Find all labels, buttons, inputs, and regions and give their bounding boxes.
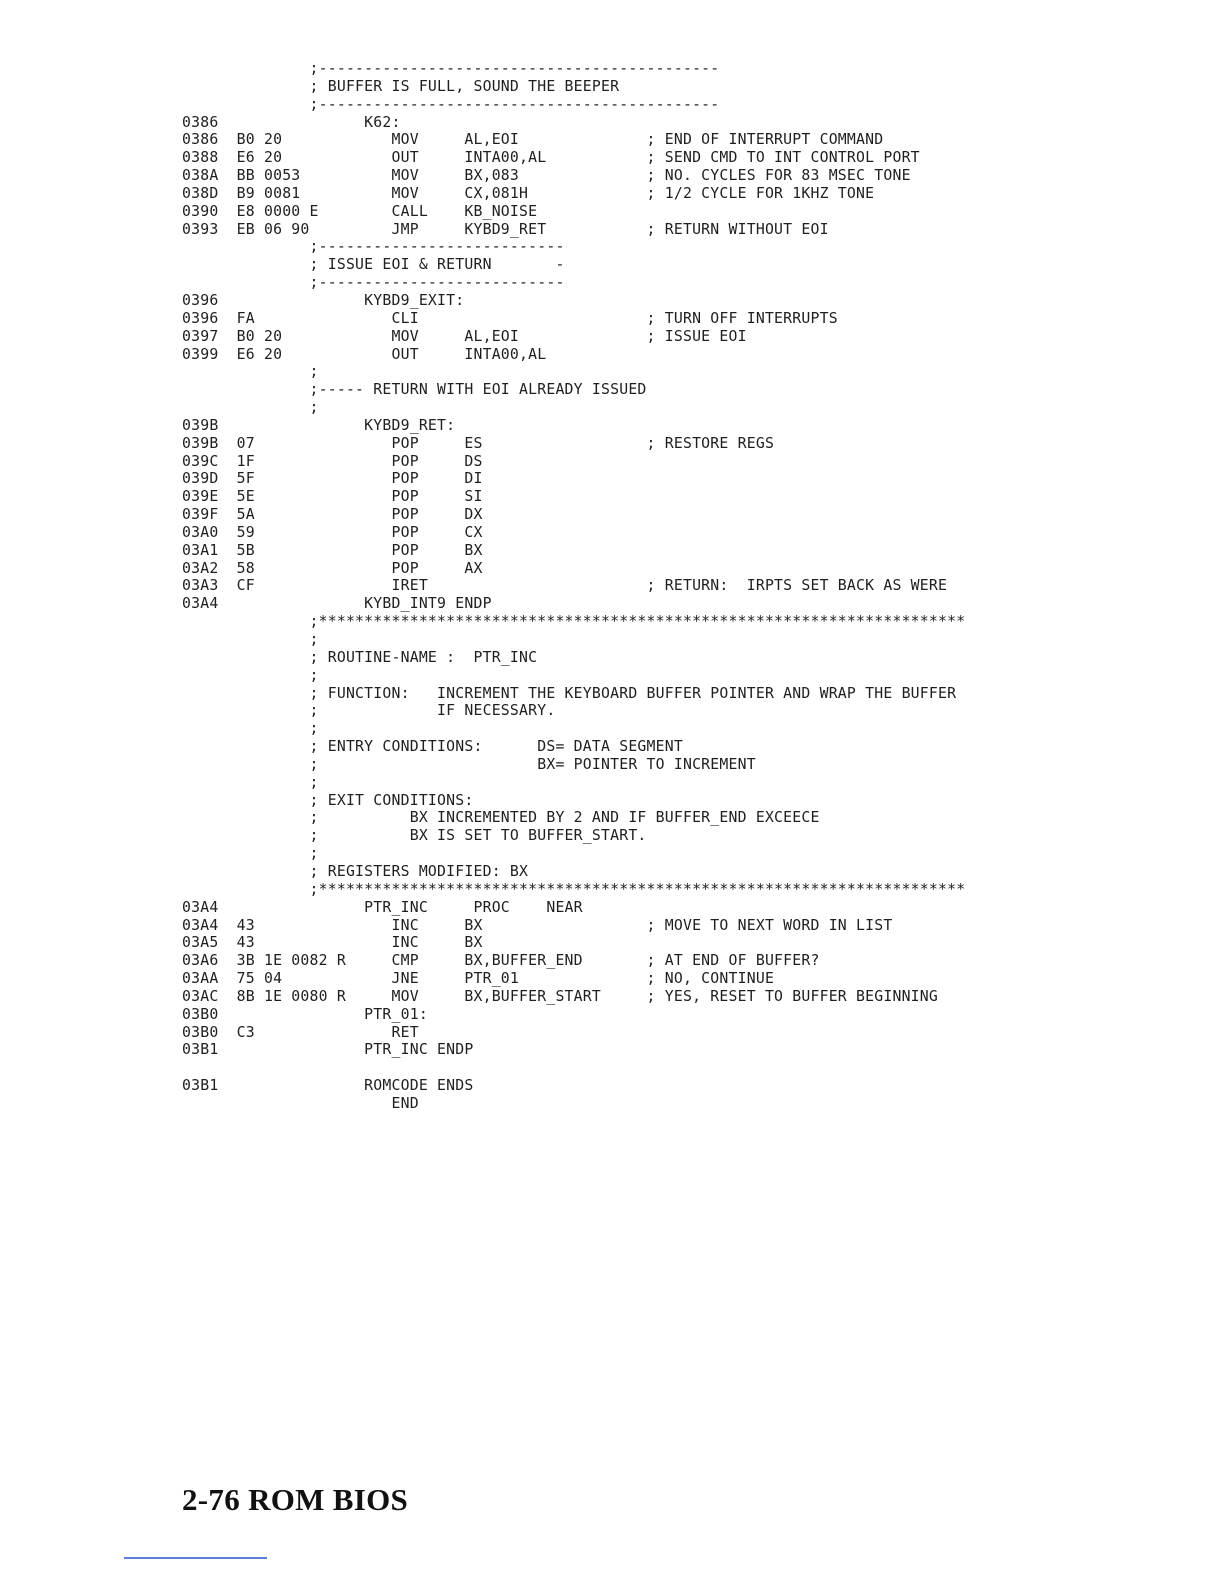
listing-line: ;--------------------------- — [182, 274, 565, 292]
footer-rule — [124, 1557, 267, 1559]
listing-line: ; — [182, 720, 319, 738]
listing-line: 03A1 5B POP BX — [182, 541, 483, 559]
listing-line: 03A0 59 POP CX — [182, 523, 483, 541]
listing-line: 03B0 C3 RET — [182, 1023, 419, 1041]
listing-line: 03A4 KYBD_INT9 ENDP — [182, 595, 492, 613]
listing-line: ;*********************************************************************** — [182, 613, 966, 631]
listing-line: ; — [182, 399, 319, 417]
listing-line: ;-------------------------------------------- — [182, 60, 720, 77]
listing-line: ; BX= POINTER TO INCREMENT — [182, 755, 756, 773]
listing-line: 039B 07 POP ES ; RESTORE REGS — [182, 434, 775, 452]
listing-line: ; — [182, 773, 319, 791]
listing-line: 0397 B0 20 MOV AL,EOI ; ISSUE EOI — [182, 327, 747, 345]
listing-line: ; ENTRY CONDITIONS: DS= DATA SEGMENT — [182, 738, 683, 756]
listing-line: ; FUNCTION: INCREMENT THE KEYBOARD BUFFER POINTER AND WRAP THE BUFFER — [182, 684, 957, 702]
listing-line: ;--------------------------- — [182, 238, 565, 256]
listing-line: 039D 5F POP DI — [182, 470, 483, 488]
listing-line: 03A4 PTR_INC PROC NEAR — [182, 898, 583, 916]
page-footer: 2-76 ROM BIOS — [182, 1482, 409, 1517]
listing-line: 03B1 PTR_INC ENDP — [182, 1041, 474, 1059]
listing-line: ; IF NECESSARY. — [182, 702, 556, 720]
listing-line: 0396 KYBD9_EXIT: — [182, 291, 465, 309]
listing-line: 039C 1F POP DS — [182, 452, 483, 470]
listing-line: ; ROUTINE-NAME : PTR_INC — [182, 648, 538, 666]
listing-line: ; REGISTERS MODIFIED: BX — [182, 862, 529, 880]
listing-line: 038D B9 0081 MOV CX,081H ; 1/2 CYCLE FOR 1KHZ TONE — [182, 184, 875, 202]
listing-line: 03AA 75 04 JNE PTR_01 ; NO, CONTINUE — [182, 970, 775, 988]
assembly-listing — [182, 60, 965, 1113]
listing-line: 03B1 ROMCODE ENDS — [182, 1077, 474, 1095]
listing-line: 03A3 CF IRET ; RETURN: IRPTS SET BACK AS WERE — [182, 577, 948, 595]
listing-line: 03A4 43 INC BX ; MOVE TO NEXT WORD IN LIST — [182, 916, 893, 934]
listing-line: 039E 5E POP SI — [182, 488, 483, 506]
listing-line: 03A6 3B 1E 0082 R CMP BX,BUFFER_END ; AT END OF BUFFER? — [182, 952, 820, 970]
listing-line: ;----- RETURN WITH EOI ALREADY ISSUED — [182, 381, 647, 399]
listing-line: ; — [182, 631, 319, 648]
listing-line: ; BX IS SET TO BUFFER_START. — [182, 827, 647, 845]
listing-line: 0399 E6 20 OUT INTA00,AL — [182, 345, 547, 363]
listing-line: 03A2 58 POP AX — [182, 559, 483, 577]
listing-line: 03AC 8B 1E 0080 R MOV BX,BUFFER_START ; YES, RESET TO BUFFER BEGINNING — [182, 987, 939, 1005]
listing-line: 03B0 PTR_01: — [182, 1005, 428, 1023]
listing-line: ; ISSUE EOI & RETURN - — [182, 256, 565, 274]
listing-line: ;*********************************************************************** — [182, 880, 966, 898]
listing-line: 039F 5A POP DX — [182, 506, 483, 524]
listing-line: 038A BB 0053 MOV BX,083 ; NO. CYCLES FOR 83 MSEC TONE — [182, 167, 911, 185]
listing-line: 0390 E8 0000 E CALL KB_NOISE — [182, 202, 538, 220]
listing-line — [182, 1059, 965, 1077]
listing-line: ; EXIT CONDITIONS: — [182, 791, 474, 809]
listing-line: ; — [182, 666, 319, 684]
listing-line: END — [182, 1094, 419, 1112]
listing-line: ; — [182, 845, 319, 863]
listing-line: 03A5 43 INC BX — [182, 934, 483, 952]
listing-line: 0386 K62: — [182, 113, 401, 131]
listing-line: ;-------------------------------------------- — [182, 95, 720, 113]
listing-line: ; BX INCREMENTED BY 2 AND IF BUFFER_END EXCEECE — [182, 809, 820, 827]
listing-line: 0388 E6 20 OUT INTA00,AL ; SEND CMD TO INT CONTROL PORT — [182, 149, 920, 167]
listing-line: 0393 EB 06 90 JMP KYBD9_RET ; RETURN WITHOUT EOI — [182, 220, 829, 238]
listing-line: ; BUFFER IS FULL, SOUND THE BEEPER — [182, 77, 620, 95]
listing-line: 0396 FA CLI ; TURN OFF INTERRUPTS — [182, 309, 838, 327]
listing-line: ; — [182, 363, 319, 381]
listing-line: 039B KYBD9_RET: — [182, 416, 456, 434]
listing-line: 0386 B0 20 MOV AL,EOI ; END OF INTERRUPT COMMAND — [182, 131, 884, 149]
